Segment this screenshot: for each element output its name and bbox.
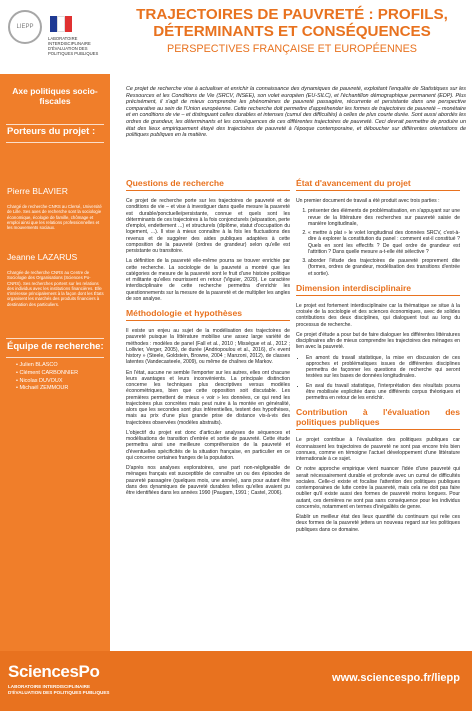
divider	[6, 124, 104, 125]
team-member: • Nicolas DUVOUX	[16, 377, 63, 384]
left-column	[126, 178, 290, 500]
section-heading: Contribution à l'évaluation des politiques publiques	[296, 407, 460, 428]
list-item: • En aval du travail statistique, l'interprétation des résultats pourra être mobilisée explicitée dans une différents corpus théoriques et permettra en retour de les enrichir.	[306, 383, 460, 402]
right-column	[296, 178, 460, 537]
paragraph: Le projet contribue à l'évaluation des politiques publiques car éconnaissent les trajectoires de pauvreté ne sont pas encore très bien connues, comme en témoigne l'actuel développement d'une littérature internationale à ce sujet.	[296, 437, 460, 462]
paragraph: Le projet est fortement interdisciplinaire car la thématique se situe à la croisée de la sociologie et des sciences économiques, avec de solides contributions des deux disciplines, qui dialoguent tout au long du processus de recherche.	[296, 302, 460, 328]
progress-list	[308, 208, 460, 277]
team-member: • Clément CARBONNIER	[16, 369, 79, 376]
paragraph: Or notre approche empirique vient nuancer l'idée d'une pauvreté qui serait nécessairement durable et profonde avec un cumul de difficultés sociales. Celle-ci existe et focalise l'attention des politiques publiques contemporaines de lutte contre la pauvreté, mais cela ne doit pas faire oublier qu'il existe aussi des formes de pauvreté moins longues. Pour autant, ces dernières ne sont pas sans conséquence pour les individus concernés, notamment en termes d'inégalités de genre.	[296, 466, 460, 510]
section-rule	[296, 429, 460, 430]
logo-caption: LABORATOIRE INTERDISCIPLINAIRE D'ÉVALUATION DES POLITIQUES PUBLIQUES	[48, 36, 99, 56]
list-item: 1. présenter des éléments de problématisation, en s'appuyant sur une revue de la littérature des recherches sur pauvreté saisie de manière longitudinale,	[308, 208, 460, 227]
paragraph: Établir un meilleur état des lieux quantifié du continuum qui relie ces deux formes de la pauvreté jettera un nouveau regard sur les politiques publiques dans ce domaine.	[296, 514, 460, 533]
section-rule	[126, 320, 290, 321]
porteur-name: Pierre BLAVIER	[7, 186, 68, 196]
axis-title: Axe politiques socio-fiscales	[12, 86, 98, 106]
team-list	[16, 362, 78, 393]
footer-subtitle: LABORATOIRE INTERDISCIPLINAIRE D'ÉVALUATION DES POLITIQUES PUBLIQUES	[8, 684, 110, 695]
divider	[6, 338, 104, 339]
section-rule	[296, 190, 460, 191]
section-heading: État d'avancement du projet	[296, 178, 411, 188]
website-link[interactable]: www.sciencespo.fr/liepp	[332, 672, 460, 684]
paragraph: La définition de la pauvreté elle-même pourra se trouver enrichie par cette recherche. La sociologie de la pauvreté a montré que les catégories de mesure de la pauvreté sont le fruit d'une histoire politique et militante qu'elles nourrissent en retour (Viguier, 2020). Le caractère interdisciplinaire de cette recherche permettra d'enrichir les questionnements sur la mesure de la pauvreté et de multiplier les angles de son analyse.	[126, 258, 290, 302]
porteur-desc: Chargée de recherche CNRS au Centre de Sociologie des Organisations (Sciences Po-CNRS). Ses recherches portent sur les relations des individus avec les institutions financières. Elle s'intéresse principalement à la façon dont les États organisent les marchés des produits financiers à destination des particuliers.	[7, 270, 104, 307]
section-rule	[126, 190, 290, 191]
paragraph: Ce projet d'étude a pour but de faire dialoguer les différentes littératures disciplinaires afin de mieux comprendre les trajectoires des ménages en lien avec la pauvreté.	[296, 331, 460, 351]
section-heading: Méthodologie et hypothèses	[126, 308, 243, 318]
sidebar	[0, 0, 110, 711]
section-heading: Dimension interdisciplinaire	[296, 282, 412, 293]
team-title: Équipe de recherche:	[7, 341, 104, 352]
intro-paragraph: Ce projet de recherche vise à actualiser et enrichir la connaissance des dynamiques de pauvreté, exploitant l'enquête de Statistiques sur les Ressources et les Conditions de Vie (SRCV, INSEE), son volet européen (EU-SILC), et l'échantillon démographique permanent (EDP). Plus précisément, il s'agit de mieux comprendre les phénomènes de pauvreté passagère, récurrente et persistante dans une perspective comparative au sein de l'Union européenne. Cette recherche doit permettre d'appréhender les formes de trajectoires de pauvreté – monétaire et en conditions de vie – et distinguant celles durables et intenses (cumul des difficultés) à celles de plus courte durée. Sont aussi abordés les ordres de grandeur, les déterminants et les conséquences de ces différentes trajectoires de pauvreté. Ceci devrait permettre de produire un état des lieux empiriquement étayé des trajectoires de pauvreté à l'époque contemporaine, et déboucher sur différentes orientations de politiques publiques en la matière.	[126, 86, 466, 139]
team-member: • Michaël ZEMMOUR	[16, 385, 69, 392]
paragraph: L'objectif du projet est donc d'articuler analyses de séquences et modélisations de transition d'entrée et sortie de pauvreté. Cette étude permettra ainsi une meilleure compréhension de la pauvreté et d'éventuelles spécificités de la situation française, en particulier en ce qui concerne certaines franges de la population.	[126, 429, 290, 461]
porteur-name: Jeanne LAZARUS	[7, 252, 78, 262]
logo-area	[0, 0, 110, 74]
paragraph: Ce projet de recherche porte sur les trajectoires de pauvreté et de conditions de vie – et vise à investiguer dans quelle mesure la pauvreté est durable/ponctuelle/persistante, connue et quels sont les déterminants de ces trajectoires à la fois conjoncturels (séparation, perte d'emploi, endettement ...) et structurels (diplôme, statut d'occupation du logement, ...). Il vise à mieux connaître à la fois les fluctuations des revenus et de suggérer des aides publiques adaptées à cette composition de la pauvreté (ordres de grandeur) selon qu'elle est persistante ou transitoire.	[126, 198, 290, 254]
list-item: 3. aborder l'étude des trajectoires de pauvreté proprement dite (formes, ordres de grandeur, modélisation des transitions d'entrée et sortie).	[308, 258, 460, 277]
french-flag-icon	[50, 16, 72, 32]
bullet-list	[306, 355, 460, 402]
list-item: 2. « mettre à plat » le volet longitudinal des données SRCV, c'est-à-dire à explorer la constitution du panel : comment est-il constitué ? Quels en sont les effectifs ? De quel ordre de grandeur est l'attrition ? Dans quelle mesure a-t-elle été sélective ?	[308, 230, 460, 255]
section-rule	[296, 295, 460, 296]
paragraph: En l'état, aucune ne semble l'emporter sur les autres, elles ont chacune leurs avantages et leurs inconvénients. La principale distinction concerne les techniques plus descriptives versus modèles économétriques, bien que cette opposition soit discutable. Les premières permettent de mieux « voir » les données, ce qui rend les trajectoires plus concrètes mais peut nuire à la montée en généralité, alors que les secondes sont plus inférentielles, testent des hypothèses, mais au prix d'une plus grande prise de distance vis-à-vis des trajectoires observées (modèles abstraits).	[126, 369, 290, 426]
sciencespo-logo: SciencesPo	[8, 662, 100, 681]
porteur-desc: Chargé de recherche CNRS au Clersé, Université de Lille. Ses axes de recherche sont la sociologie économique, écologie de famille, chômage et emploi ainsi que les relations professionnelles et les mouvements sociaux.	[7, 204, 102, 231]
paragraph: Il existe un enjeu au sujet de la modélisation des trajectoires de pauvreté puisque la littérature mobilise une assez large variété de méthodes : modèles de panel (Fall et al., 2010 ; Missègue et al., 2012 ; Lollivier, Verger, 2005), de durée (Andriopoulou et al., 2016), d'« event history » (Steele, Goldstein, Browne, 2004 ; Manzoni, 2012), de classes latentes (Vandecasteele, 2009), ou même de chaînes de Markov.	[126, 328, 290, 366]
divider	[6, 142, 104, 143]
divider	[6, 357, 104, 358]
team-member: • Julien BLASCO	[16, 362, 58, 368]
porteurs-title: Porteurs du projet :	[7, 126, 96, 137]
page-title: TRAJECTOIRES DE PAUVRETÉ : PROFILS, DÉTERMINANTS ET CONSÉQUENCES	[136, 6, 448, 40]
section-heading: Questions de recherche	[126, 178, 224, 188]
list-item: • En amont du travail statistique, la mise en discussion de ces approches et problématiques issues de différentes disciplines permettra de façonner les questions de recherche qui seront testées sur les bases de données longitudinales.	[306, 355, 460, 380]
liepp-seal-icon: LIEPP	[8, 10, 42, 44]
page-subtitle: PERSPECTIVES FRANÇAISE ET EUROPÉENNES	[167, 43, 417, 55]
paragraph: Un premier document de travail a été produit avec trois parties :	[296, 198, 440, 204]
paragraph: D'après nos analyses exploratoires, une part non-négligeable de ménages français est susceptible de connaître un ou des épisodes de pauvreté passagère (quelques mois, une année), sans pour autant être dans des dynamiques de pauvreté durables telles qu'elles avaient pu être identifiées dans les années 1990 (Paugam, 1991 ; Castel, 2006).	[126, 465, 290, 496]
